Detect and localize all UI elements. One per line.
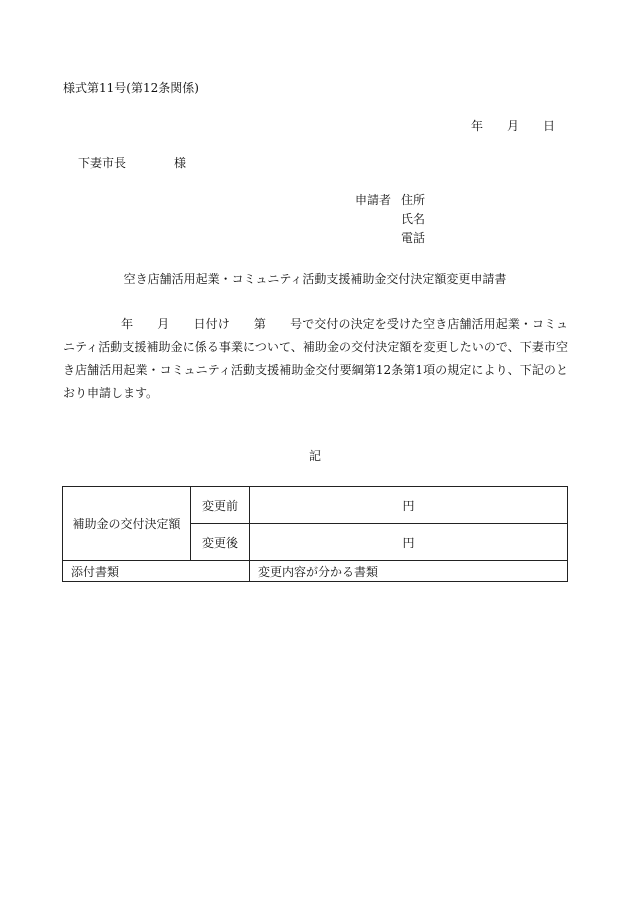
date-line xyxy=(471,118,555,134)
before-label-cell: 変更前 xyxy=(191,487,250,524)
applicant-label: 申請者 xyxy=(355,193,392,207)
addressee-honorific: 様 xyxy=(174,156,187,170)
after-value-cell[interactable]: 円 xyxy=(250,524,568,561)
addressee xyxy=(78,155,186,171)
form-number: 様式第11号(第12条関係) xyxy=(63,81,199,95)
body-number-prefix: 第 xyxy=(253,317,266,331)
applicant-address-label: 住所 xyxy=(401,193,426,207)
before-value-cell[interactable]: 円 xyxy=(250,487,568,524)
body-day-attached: 日付け xyxy=(193,317,230,331)
attachments-label-cell: 添付書類 xyxy=(63,561,250,582)
applicant-phone-label: 電話 xyxy=(401,231,426,245)
body-month: 月 xyxy=(157,317,170,331)
body-paragraph xyxy=(63,313,568,405)
table-row xyxy=(63,487,568,524)
amount-label-cell: 補助金の交付決定額 xyxy=(63,487,191,561)
date-year: 年 xyxy=(471,119,484,133)
body-year: 年 xyxy=(121,317,134,331)
body-main-text: 号で交付の決定を受けた空き店舗活用起業・コミュニティ活動支援補助金に係る事業について、補助金の交付決定額を変更したいので、下妻市空き店舗活用起業・コミュニティ活動支援補助金交付要綱第12条第1項の規定により、下記のとおり申請します。 xyxy=(63,317,568,400)
after-label-cell: 変更後 xyxy=(191,524,250,561)
amount-table xyxy=(62,486,568,582)
addressee-name: 下妻市長 xyxy=(78,156,127,170)
table-row xyxy=(63,561,568,582)
date-month: 月 xyxy=(507,119,520,133)
applicant-name-label: 氏名 xyxy=(401,212,426,226)
document-title: 空き店舗活用起業・コミュニティ活動支援補助金交付決定額変更申請書 xyxy=(123,272,507,286)
ki-heading: 記 xyxy=(308,449,321,463)
attachments-value-cell: 変更内容が分かる書類 xyxy=(250,561,568,582)
date-day: 日 xyxy=(543,119,556,133)
